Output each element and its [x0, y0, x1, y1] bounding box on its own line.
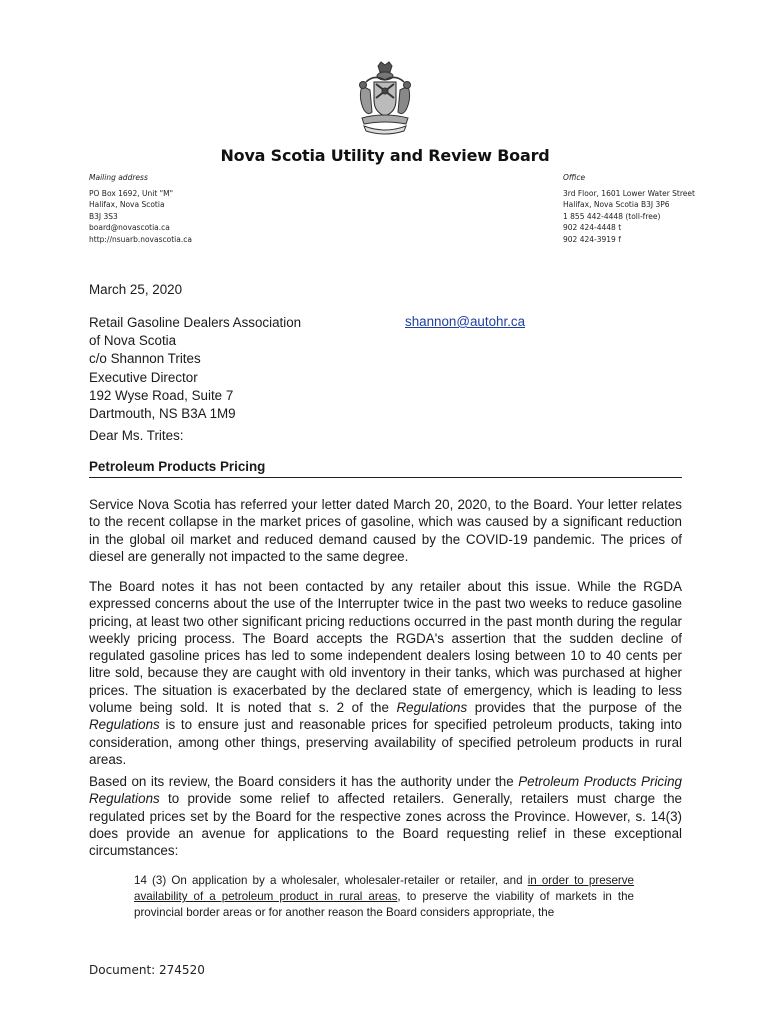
office-tollfree: 1 855 442-4448 (toll-free): [563, 211, 661, 221]
italic-term: Regulations: [89, 717, 160, 733]
underlined-quote-text: in order to preserve availability of a petroleum product in rural areas: [134, 874, 634, 903]
office-address-line: Halifax, Nova Scotia B3J 3P6: [563, 200, 670, 209]
mailing-postal-code: B3J 3S3: [89, 211, 118, 221]
recipient-line: Dartmouth, NS B3A 1M9: [89, 406, 236, 422]
document-reference: Document: 274520: [89, 963, 205, 977]
quote-text: , to preserve the viability of markets in the provincial border areas or for another reason the Board considers appropriate, the: [134, 890, 635, 919]
recipient-line: Retail Gasoline Dealers Association: [89, 315, 302, 330]
office-address-heading: Office: [563, 173, 586, 182]
organization-name: Nova Scotia Utility and Review Board: [220, 146, 550, 165]
paragraph-text: provides that the purpose of the: [467, 700, 682, 716]
office-address-block: [563, 172, 695, 245]
office-address-line: 3rd Floor, 1601 Lower Water Street: [563, 188, 695, 198]
board-website: http://nsuarb.novascotia.ca: [89, 234, 192, 244]
recipient-line: c/o Shannon Trites: [89, 351, 201, 367]
regulation-quote: [134, 873, 634, 921]
mailing-address-line: PO Box 1692, Unit "M": [89, 188, 174, 198]
subject-line: Petroleum Products Pricing: [89, 459, 682, 478]
paragraph-3: [89, 773, 682, 859]
board-email: board@novascotia.ca: [89, 223, 170, 232]
letter-date: March 25, 2020: [89, 282, 183, 297]
paragraph-2: [89, 578, 682, 768]
italic-term: Regulations: [396, 700, 468, 716]
paragraph-text: The Board notes it has not been contacted by any retailer about this issue. While the RGDA expressed concerns about the use of the Interrupter twice in the past two weeks to reduce gasoline pricing, at least two other significant pricing reductions occurred in the past month during the regular weekly pricing process. The Board accepts the RGDA's assertion that the sudden decline of regulated gasoline prices has led to some independent dealers losing between 10 to 40 cents per litre sold, because they are caught with old inventory in their tanks, which was purchased at higher prices. The situation is exacerbated by the declared state of emergency, which is leading to less volume being sold. It is noted that s. 2 of the: [89, 579, 682, 716]
recipient-line: of Nova Scotia: [89, 333, 177, 349]
mailing-address-block: [89, 172, 192, 245]
recipient-address: [89, 314, 301, 423]
recipient-line: Executive Director: [89, 369, 198, 385]
recipient-line: 192 Wyse Road, Suite 7: [89, 387, 234, 403]
paragraph-text: to provide some relief to affected retailers. Generally, retailers must charge the regulated prices set by the Board for the respective zones across the Province. However, s. 14(3) does provide an avenue for applications to the Board requesting relief in these exceptional circumstances:: [89, 791, 682, 859]
italic-term: Petroleum Products Pricing Regulations: [89, 774, 682, 807]
salutation: Dear Ms. Trites:: [89, 428, 184, 443]
paragraph-text: Based on its review, the Board considers it has the authority under the: [89, 774, 519, 789]
office-fax: 902 424-3919 f: [563, 234, 621, 244]
mailing-address-line: Halifax, Nova Scotia: [89, 200, 165, 209]
section-number: 14 (3): [134, 874, 167, 887]
office-phone: 902 424-4448 t: [563, 223, 622, 232]
coat-of-arms-icon: [354, 60, 416, 136]
paragraph-1: Service Nova Scotia has referred your letter dated March 20, 2020, to the Board. Your letter relates to the recent collapse in the market prices of gasoline, which was caused by a significant reduction in the global oil market and reduced demand caused by the COVID-19 pandemic. The prices of diesel are generally not impacted to the same degree.: [89, 497, 682, 564]
quote-text: On application by a wholesaler, wholesaler-retailer or retailer, and: [166, 874, 528, 887]
recipient-email-link[interactable]: shannon@autohr.ca: [405, 314, 526, 329]
paragraph-text: is to ensure just and reasonable prices for specified petroleum products, taking into consideration, among other things, preserving availability of specified petroleum products in rural areas.: [89, 717, 682, 767]
mailing-address-heading: Mailing address: [89, 173, 148, 182]
